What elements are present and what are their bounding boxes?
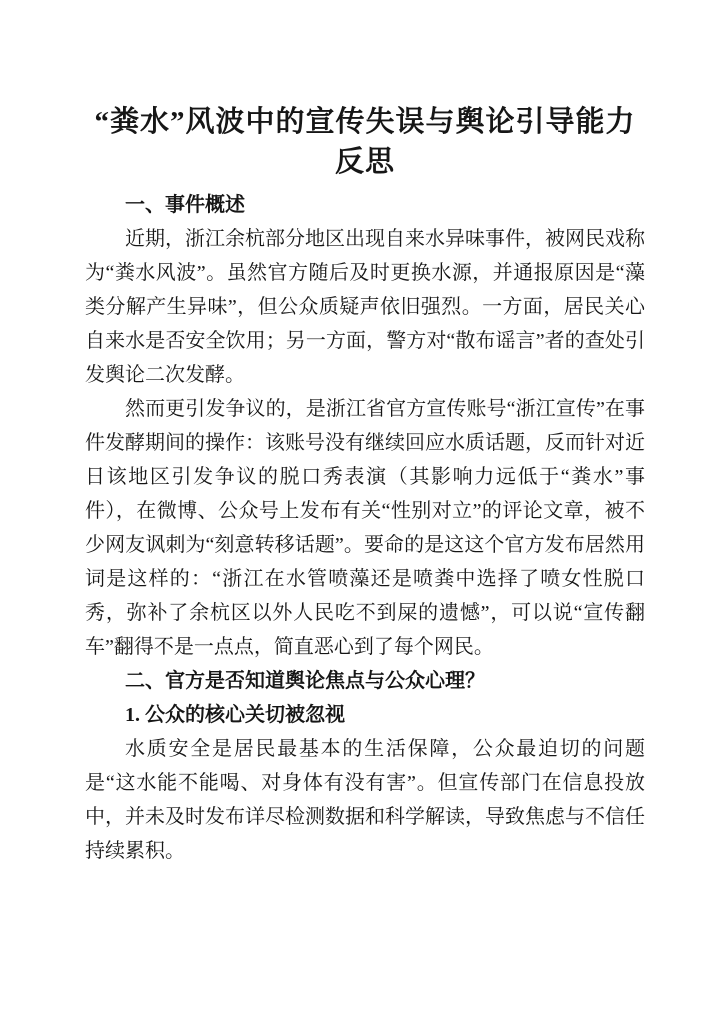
section-2-subsection-1-heading: 1. 公众的核心关切被忽视 [125, 704, 345, 726]
section-1-paragraph-2: 然而更引发争议的，是浙江省官方宣传账号“浙江宣传”在事件发酵期间的操作：该账号没有继续回应水质话题，反而针对近日该地区引发争议的脱口秀表演（其影响力远低于“粪水”事件），在微博、公众号上发布有关“性别对立”的评论文章，被不少网友讽刺为“刻意转移话题”。要命的是这这个官方发布居然用词是这样的：“浙江在水管喷藻还是喷粪中选择了喷女性脱口秀，弥补了余杭区以外人民吃不到屎的遗憾”，可以说“宣传翻车”翻得不是一点点，简直恶心到了每个网民。 [85, 398, 645, 658]
document-title: “粪水”风波中的宣传失误与舆论引导能力反思 [94, 106, 636, 178]
section-1-paragraph-1: 近期，浙江余杭部分地区出现自来水异味事件，被网民戏称为“粪水风波”。虽然官方随后及时更换水源，并通报原因是“藻类分解产生异味”，但公众质疑声依旧强烈。一方面，居民关心自来水是否安全饮用；另一方面，警方对“散布谣言”者的查处引发舆论二次发酵。 [85, 228, 645, 386]
section-1-heading: 一、事件概述 [125, 194, 245, 216]
section-2-heading: 二、官方是否知道舆论焦点与公众心理？ [125, 670, 485, 692]
section-2-subsection-1-paragraph-1: 水质安全是居民最基本的生活保障，公众最迫切的问题是“这水能不能喝、对身体有没有害”。但宣传部门在信息投放中，并未及时发布详尽检测数据和科学解读，导致焦虑与不信任持续累积。 [85, 738, 645, 862]
